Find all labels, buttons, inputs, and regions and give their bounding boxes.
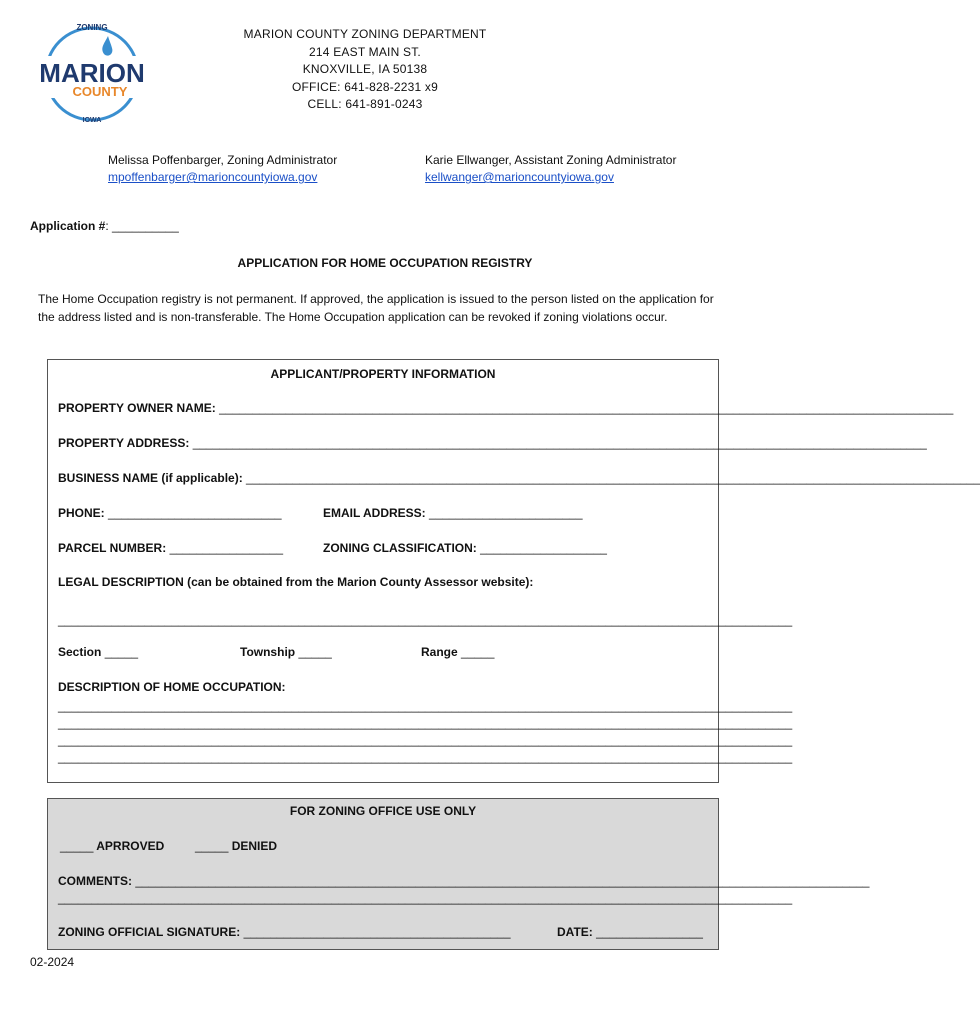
township-label: Township	[240, 645, 299, 659]
legal-description-label: LEGAL DESCRIPTION (can be obtained from the Marion County Assessor website):	[58, 575, 534, 589]
approved-blank[interactable]: _____	[60, 839, 94, 853]
denied-label: DENIED	[228, 839, 278, 853]
signature-field[interactable]	[58, 925, 511, 939]
department-header	[200, 26, 530, 114]
description-line-3[interactable]: ______________________________________________________________________________________________________________	[58, 733, 793, 747]
description-line-2[interactable]: ______________________________________________________________________________________________________________	[58, 716, 793, 730]
section-blank[interactable]: _____	[104, 645, 139, 659]
revision-date: 02-2024	[30, 955, 75, 969]
approved-field[interactable]	[60, 839, 164, 853]
application-number-label: Application #	[30, 219, 106, 233]
comments-field[interactable]	[58, 874, 870, 888]
business-name-label: BUSINESS NAME (if applicable):	[58, 471, 247, 485]
department-name: MARION COUNTY ZONING DEPARTMENT	[243, 27, 487, 41]
range-blank[interactable]: _____	[461, 645, 495, 659]
phone-blank[interactable]: __________________________	[108, 506, 282, 520]
denied-blank[interactable]: _____	[195, 839, 229, 853]
office-phone: OFFICE: 641-828-2231 x9	[291, 79, 438, 94]
date-label: DATE:	[557, 925, 597, 939]
office-use-heading: FOR ZONING OFFICE USE ONLY	[289, 804, 477, 818]
marion-county-logo	[30, 18, 160, 128]
logo-county-text: COUNTY	[72, 84, 128, 99]
phone-field[interactable]	[58, 506, 282, 520]
assistant-zoning-administrator	[425, 152, 676, 186]
date-blank[interactable]: ________________	[596, 925, 703, 939]
email-field[interactable]	[323, 506, 583, 520]
water-drop-icon	[102, 36, 112, 56]
applicant-section-heading: APPLICANT/PROPERTY INFORMATION	[270, 367, 496, 381]
property-address-blank[interactable]: ______________________________________________________________________________________________________________	[192, 436, 927, 450]
range-label: Range	[421, 645, 462, 659]
application-number	[30, 219, 179, 233]
signature-blank[interactable]: ________________________________________	[243, 925, 511, 939]
street-address: 214 EAST MAIN ST.	[309, 44, 421, 59]
phone-label: PHONE:	[58, 506, 109, 520]
administrator-email-link[interactable]: mpoffenbarger@marioncountyiowa.gov	[108, 170, 318, 184]
business-name-field[interactable]	[58, 471, 980, 485]
township-blank[interactable]: _____	[298, 645, 332, 659]
township-field[interactable]	[240, 645, 332, 659]
property-address-field[interactable]	[58, 436, 927, 450]
comments-line-2[interactable]: ______________________________________________________________________________________________________________	[58, 891, 793, 905]
property-owner-blank[interactable]: ______________________________________________________________________________________________________________	[219, 401, 954, 415]
business-name-blank[interactable]: ______________________________________________________________________________________________________________	[246, 471, 980, 485]
logo-zoning-text: ZONING	[76, 23, 108, 32]
parcel-number-label: PARCEL NUMBER:	[58, 541, 170, 555]
city-state-zip: KNOXVILLE, IA 50138	[302, 62, 428, 76]
property-owner-label: PROPERTY OWNER NAME:	[58, 401, 220, 415]
date-field[interactable]	[557, 925, 703, 939]
zoning-classification-field[interactable]	[323, 541, 607, 555]
application-number-blank[interactable]: : __________	[105, 219, 179, 233]
property-owner-field[interactable]	[58, 401, 954, 415]
logo-iowa-text: IOWA	[82, 117, 102, 124]
range-field[interactable]	[421, 645, 494, 659]
denied-field[interactable]	[195, 839, 277, 853]
description-label: DESCRIPTION OF HOME OCCUPATION:	[58, 680, 286, 694]
cell-phone: CELL: 641-891-0243	[307, 97, 423, 111]
assistant-name: Karie Ellwanger, Assistant Zoning Administrator	[425, 153, 677, 167]
comments-blank[interactable]: ______________________________________________________________________________________________________________	[135, 874, 870, 888]
logo-marion-text: MARION	[39, 58, 145, 88]
approved-label: APRROVED	[93, 839, 165, 853]
section-field[interactable]	[58, 645, 138, 659]
zoning-classification-label: ZONING CLASSIFICATION:	[323, 541, 481, 555]
legal-description-blank[interactable]: ______________________________________________________________________________________________________________	[58, 613, 793, 627]
email-label: EMAIL ADDRESS:	[323, 506, 430, 520]
email-blank[interactable]: _______________________	[429, 506, 583, 520]
section-label: Section	[58, 645, 105, 659]
zoning-classification-blank[interactable]: ___________________	[480, 541, 607, 555]
property-address-label: PROPERTY ADDRESS:	[58, 436, 193, 450]
description-line-1[interactable]: ______________________________________________________________________________________________________________	[58, 699, 793, 713]
description-line-4[interactable]: ______________________________________________________________________________________________________________	[58, 750, 793, 764]
signature-label: ZONING OFFICIAL SIGNATURE:	[58, 925, 244, 939]
administrator-name: Melissa Poffenbarger, Zoning Administrator	[108, 153, 338, 167]
assistant-email-link[interactable]: kellwanger@marioncountyiowa.gov	[425, 170, 614, 184]
parcel-number-blank[interactable]: _________________	[169, 541, 284, 555]
parcel-number-field[interactable]	[58, 541, 283, 555]
zoning-administrator	[108, 152, 337, 186]
comments-label: COMMENTS:	[58, 874, 136, 888]
intro-paragraph: The Home Occupation registry is not permanent. If approved, the application is issued to the person listed on the application for the address listed and is non-transferable. The Home Occupation application can be revoked if zoning violations occur.	[38, 292, 714, 324]
form-title: APPLICATION FOR HOME OCCUPATION REGISTRY	[237, 256, 533, 270]
